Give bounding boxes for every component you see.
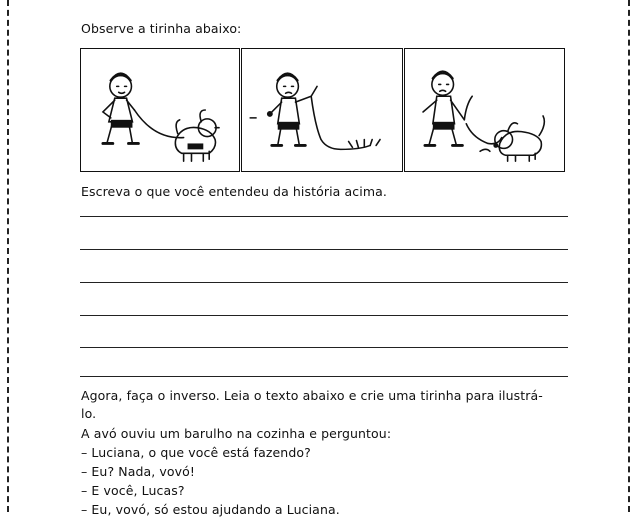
instruction-text: Observe a tirinha abaixo:: [81, 21, 242, 36]
answer-line-3[interactable]: [80, 282, 568, 283]
dialogue-line: – E você, Lucas?: [81, 483, 185, 498]
section-divider: [80, 376, 568, 377]
comic-panel-3: [404, 48, 565, 172]
comic-panel-2: [241, 48, 403, 172]
answer-line-4[interactable]: [80, 315, 568, 316]
comic-panel-1: [80, 48, 240, 172]
answer-line-2[interactable]: [80, 249, 568, 250]
task-text-line-1: Agora, faça o inverso. Leia o texto abaixo e crie uma tirinha para ilustrá-: [81, 388, 543, 403]
boy-and-dog-icon: [405, 49, 564, 171]
task-text-line-2: lo.: [81, 406, 97, 421]
question-text: Escreva o que você entendeu da história acima.: [81, 184, 387, 199]
dashed-border-right: [628, 0, 630, 512]
comic-strip: [80, 46, 565, 174]
answer-line-5[interactable]: [80, 347, 568, 348]
dashed-border-left: [7, 0, 9, 512]
dialogue-line: – Eu? Nada, vovó!: [81, 464, 196, 479]
boy-walking-dog-icon: [81, 49, 239, 171]
answer-line-1[interactable]: [80, 216, 568, 217]
boy-with-cut-leash-icon: [242, 49, 402, 171]
story-intro: A avó ouviu um barulho na cozinha e perguntou:: [81, 426, 392, 441]
dialogue-line: – Eu, vovó, só estou ajudando a Luciana.: [81, 502, 340, 517]
dialogue-line: – Luciana, o que você está fazendo?: [81, 445, 311, 460]
